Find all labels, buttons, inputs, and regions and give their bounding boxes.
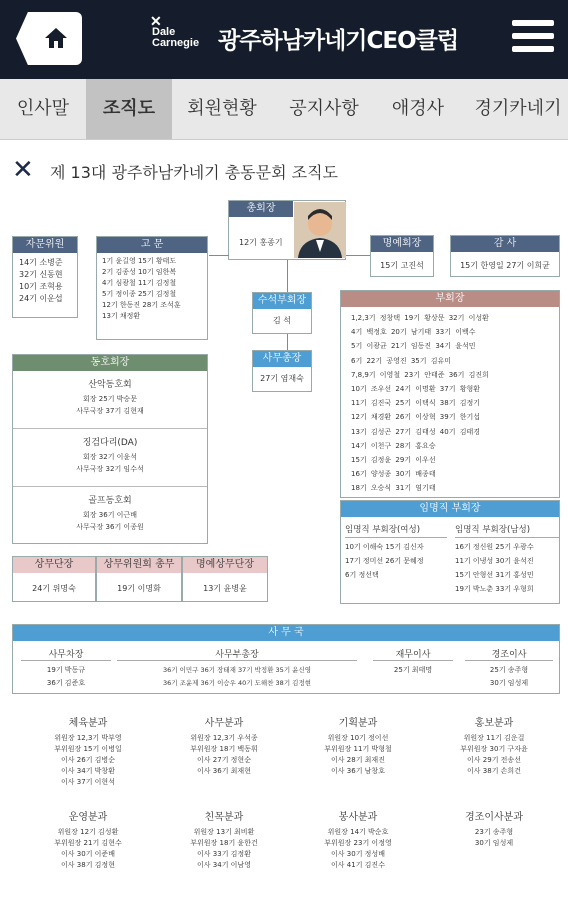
honorary-standing-head-box: 명예상무단장 13기 윤병윤	[182, 556, 268, 602]
logo-mark-icon: ✕	[12, 155, 34, 185]
office-economy: 경조이사 25기 송주형 30기 임성제	[465, 647, 553, 690]
division-condolence: 경조이사분과 23기 송주형 30기 임성제	[465, 812, 523, 847]
division-pr: 홍보분과 위원장 11기 김운걸 부위원장 30기 구자윤 이사 29기 전송선 이사 38기 손희건	[460, 718, 528, 775]
connector-line	[346, 255, 370, 256]
hamburger-menu-icon[interactable]	[512, 20, 554, 58]
division-planning: 기획분과 위원장 10기 정이선 부위원장 11기 박형철 이사 28기 최재진 이사 36기 남창호	[324, 718, 392, 775]
honorary-chair-box: 명예회장 15기 고진석	[370, 235, 434, 277]
tab-organization[interactable]: 조직도	[86, 79, 172, 139]
vice-president-box: 부회장 1,2,3기 정창택 19기 황상문 32기 이성환 4기 백정호 20기 남기태 33기 이백수 5기 이광균 21기 임동진 34기 윤석민 6기 22기 공영진 35기 김유미 7,8,9기 이영철 23기 안태준 36기 김진희 10기 조우선 24기 이명환 37기 황형환 11기 김진국 25기 이택식 38기 김정기 12기 채경환 26기 이상혁 39기 한기섭 13기 김성곤 27기 김태성 40기 김태경 14기 이천구 28기 홍요승 15기 김정윤 29기 이우선 16기 양성종 30기 배종태 18기 오승식 31기 염기태	[340, 290, 560, 498]
logo-mark-icon: ✕	[150, 13, 162, 29]
club-heads-box: 동호회장 산악동호회 회장 25기 박승문 사무국장 37기 김현재 징검다리(DA) 회장 32기 이윤석 사무국장 32기 임수석 골프동호회 회장 36기 이근배 사무국장 36기 이종원	[12, 354, 208, 544]
home-button[interactable]	[16, 12, 82, 65]
counsel-box: 고 문 1기 윤길영 15기 황태도 2기 김종성 10기 임한복 4기 심광철 11기 김정철 5기 정이종 25기 김정철 12기 한동진 28기 조석훈 13기 채정환	[96, 236, 208, 340]
tab-greeting[interactable]: 인사말	[16, 98, 70, 119]
office-director: 사무차장 19기 박동규 36기 김준호	[21, 647, 111, 690]
office-finance: 재무이사 25기 최태명	[373, 647, 453, 677]
division-service: 봉사분과 위원장 14기 박순호 부위원장 23기 이정영 이사 30기 정성배 이사 41기 김진수	[324, 812, 392, 869]
president-box: 총회장 12기 홍종기	[228, 200, 346, 260]
tab-notices[interactable]: 공지사항	[289, 98, 359, 119]
dale-carnegie-logo: ✕ Dale Carnegie	[150, 13, 200, 49]
standing-head-box: 상무단장 24기 위명숙	[12, 556, 96, 602]
appointed-vp-box: 임명직 부회장 임명직 부회장(여성) 10기 이해숙 15기 김신자 17기 정미선 26기 문혜정 6기 정선택 임명직 부회장(남성) 16기 정신원 25기 우광수 11기 이냉성 30기 윤석진 15기 안형선 31기 홍성민 19기 박노춘 33기 우형희	[340, 500, 560, 604]
standing-treasurer-box: 상무위원회 총무 19기 이명화	[96, 556, 182, 602]
tab-gyeonggi[interactable]: 경기카네기	[474, 98, 562, 119]
office-box: 사 무 국 사무차장 19기 박동규 36기 김준호 사무부총장 36기 이민구 36기 장태재 37기 박정환 35기 윤신영 36기 조윤제 36기 이승우 40기 도해찬 38기 김정현 재무이사 25기 최태명 경조이사 25기 송주형 30기 임성제	[12, 624, 560, 694]
home-icon	[44, 26, 68, 50]
senior-vp-box: 수석부회장 김 석	[252, 292, 312, 334]
division-sports: 체육분과 위원장 12,3기 박부영 부위원장 15기 이병일 이사 26기 김병순 이사 34기 박창환 이사 37기 이현석	[54, 718, 122, 786]
app-header	[0, 0, 568, 79]
club-item: 징검다리(DA) 회장 32기 이윤석 사무국장 32기 임수석	[13, 429, 207, 487]
brand-title: 광주하남카네기CEO클럽	[218, 28, 459, 54]
president-photo	[294, 202, 346, 258]
advisor-box: 자문위원 14기 소병준 32기 신동현 10기 조혁용 24기 이운섭	[12, 236, 78, 318]
tab-events[interactable]: 애경사	[391, 98, 445, 119]
club-item: 산악동호회 회장 25기 박승문 사무국장 37기 김현재	[13, 371, 207, 429]
auditor-box: 감 사 15기 한영일 27기 이희균	[450, 235, 560, 277]
club-item: 골프동호회 회장 36기 이근배 사무국장 36기 이종원	[76, 496, 144, 531]
office-deputy: 사무부총장 36기 이민구 36기 장태재 37기 박정환 35기 윤신영 36기 조윤제 36기 이승우 40기 도해찬 38기 김정현	[117, 647, 357, 690]
nav-tabs	[0, 79, 568, 140]
division-operations: 운영분과 위원장 12기 김성환 부위원장 21기 김현수 이사 30기 이준배 이사 38기 김정현	[54, 812, 122, 869]
connector-line	[209, 255, 229, 256]
division-fellowship: 친목분과 위원장 13기 최비환 부위원장 18기 윤한건 이사 33기 김정환 이사 34기 이남영	[190, 812, 258, 869]
division-office: 사무분과 위원장 12,3기 우석종 부위원장 18기 백동휘 이사 27기 정현순 이사 36기 최재현	[190, 718, 258, 775]
tab-members[interactable]: 회원현황	[187, 98, 257, 119]
secretary-general-box: 사무총장 27기 염재숙	[252, 350, 312, 392]
